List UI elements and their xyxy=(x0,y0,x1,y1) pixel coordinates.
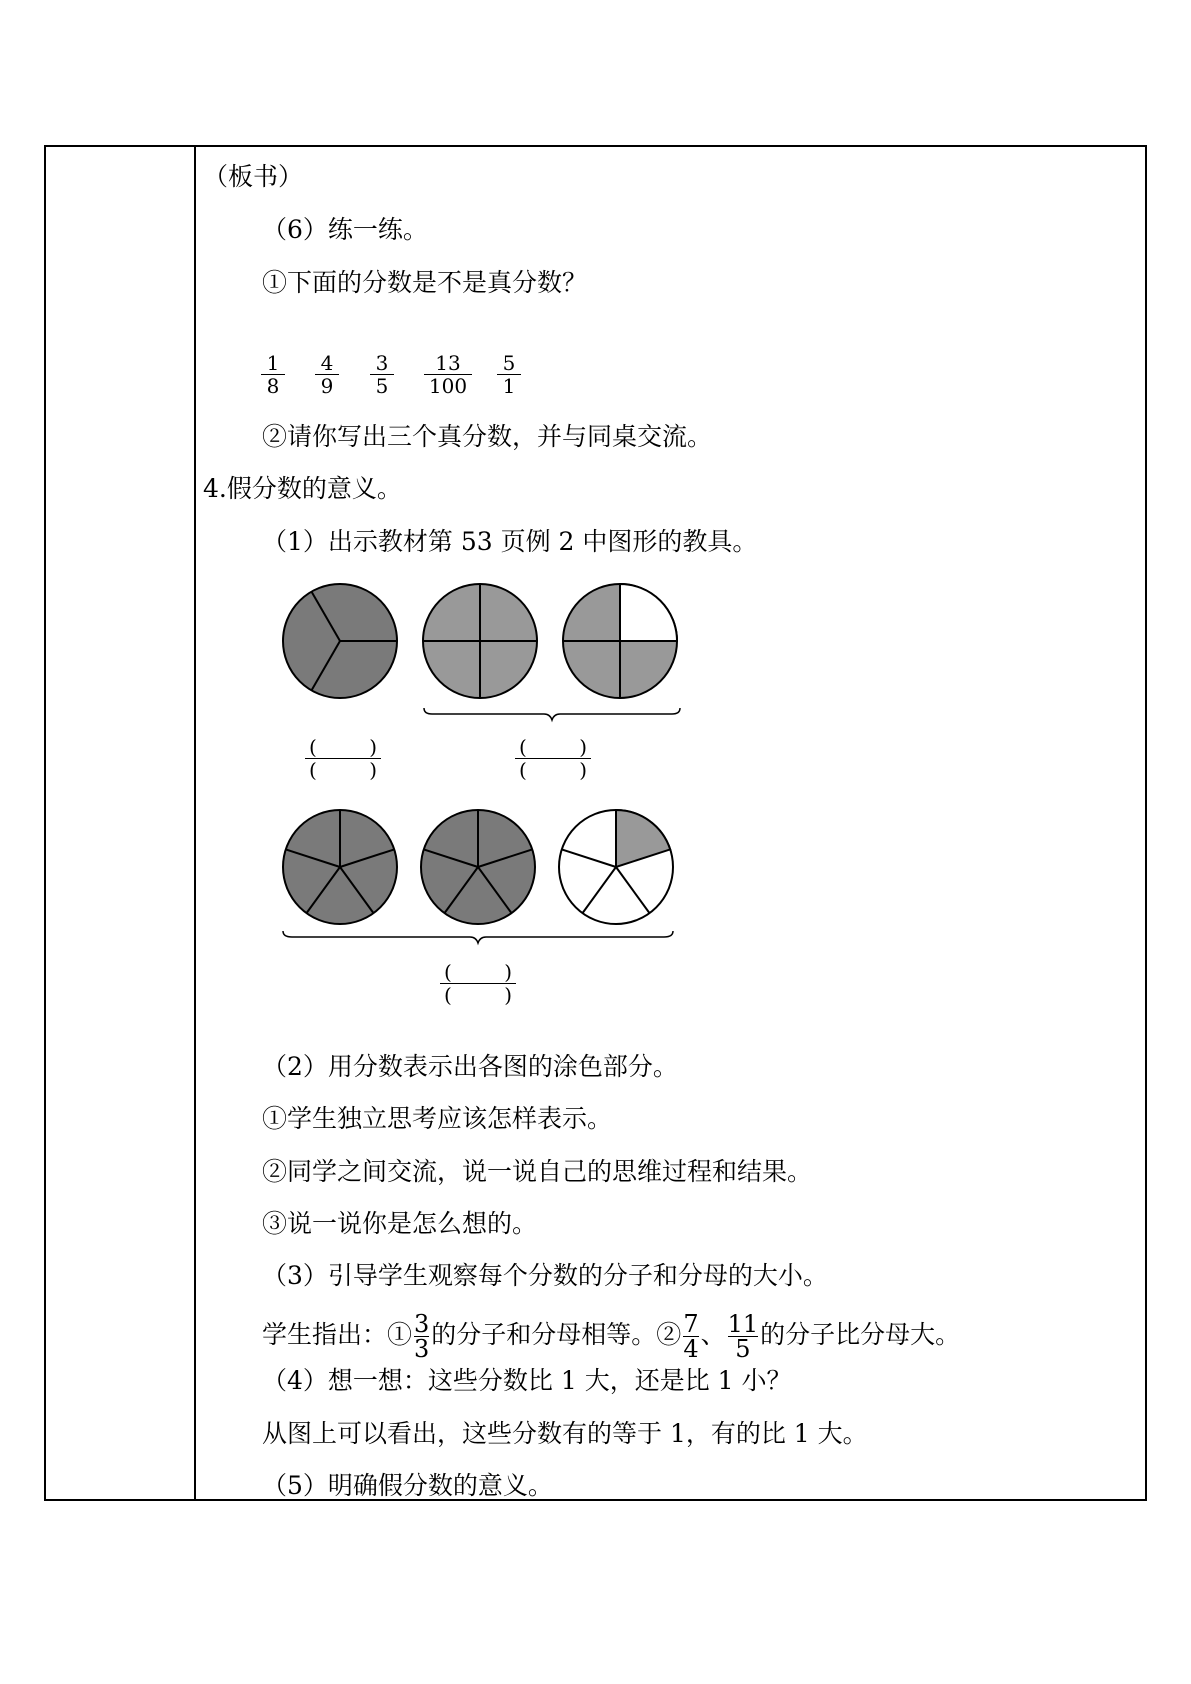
step-3: （3）引导学生观察每个分数的分子和分母的大小。 xyxy=(262,1261,828,1290)
blank-fraction-2: ( ) ( ) xyxy=(515,736,591,781)
practice-heading: （6）练一练。 xyxy=(262,215,428,244)
circle-quarters-full xyxy=(423,584,537,698)
students-point-out: 学生指出：① $\frac{3}{3}$ 的分子和分母相等。② $\frac{7}{4}$ 、 $\frac{11}{5}$ 的分子比分母大。 xyxy=(262,1310,961,1363)
step-2b: ②同学之间交流，说一说自己的思维过程和结果。 xyxy=(262,1157,813,1186)
fraction-13-100: 13 100 xyxy=(424,352,472,397)
circle-quarters-partial xyxy=(563,584,677,698)
fraction-3-3: $\frac{3}{3}$ xyxy=(414,1310,430,1363)
blank-fraction-1: ( ) ( ) xyxy=(305,736,381,781)
step-1: （1）出示教材第 53 页例 2 中图形的教具。 xyxy=(262,527,758,556)
brace-bottom xyxy=(283,931,673,943)
question-1: ①下面的分数是不是真分数？ xyxy=(262,268,588,297)
step-2c: ③说一说你是怎么想的。 xyxy=(262,1209,538,1238)
board-note: （板书） xyxy=(203,162,304,191)
step-4: （4）想一想：这些分数比 1 大，还是比 1 小？ xyxy=(262,1366,792,1395)
blank-fraction-3: ( ) ( ) xyxy=(440,961,516,1006)
fraction-5-1: 5 1 xyxy=(497,352,521,397)
section-4-heading: 4.假分数的意义。 xyxy=(203,474,402,503)
fraction-1-8: 1 8 xyxy=(261,352,285,397)
step-4a: 从图上可以看出，这些分数有的等于 1，有的比 1 大。 xyxy=(262,1419,868,1448)
fraction-11-5: $\frac{11}{5}$ xyxy=(727,1310,759,1363)
circle-thirds xyxy=(283,584,397,698)
brace-top xyxy=(424,708,680,720)
circle-fifths-full-2 xyxy=(421,810,535,924)
circle-fifths-partial xyxy=(559,810,674,924)
step-5: （5）明确假分数的意义。 xyxy=(262,1471,553,1500)
fraction-3-5: 3 5 xyxy=(370,352,394,397)
step-2a: ①学生独立思考应该怎样表示。 xyxy=(262,1104,613,1133)
circle-fifths-full-1 xyxy=(283,810,397,924)
question-2: ②请你写出三个真分数，并与同桌交流。 xyxy=(262,422,713,451)
fraction-4-9: 4 9 xyxy=(315,352,339,397)
fraction-7-4: $\frac{7}{4}$ xyxy=(683,1310,699,1363)
step-2: （2）用分数表示出各图的涂色部分。 xyxy=(262,1052,678,1081)
